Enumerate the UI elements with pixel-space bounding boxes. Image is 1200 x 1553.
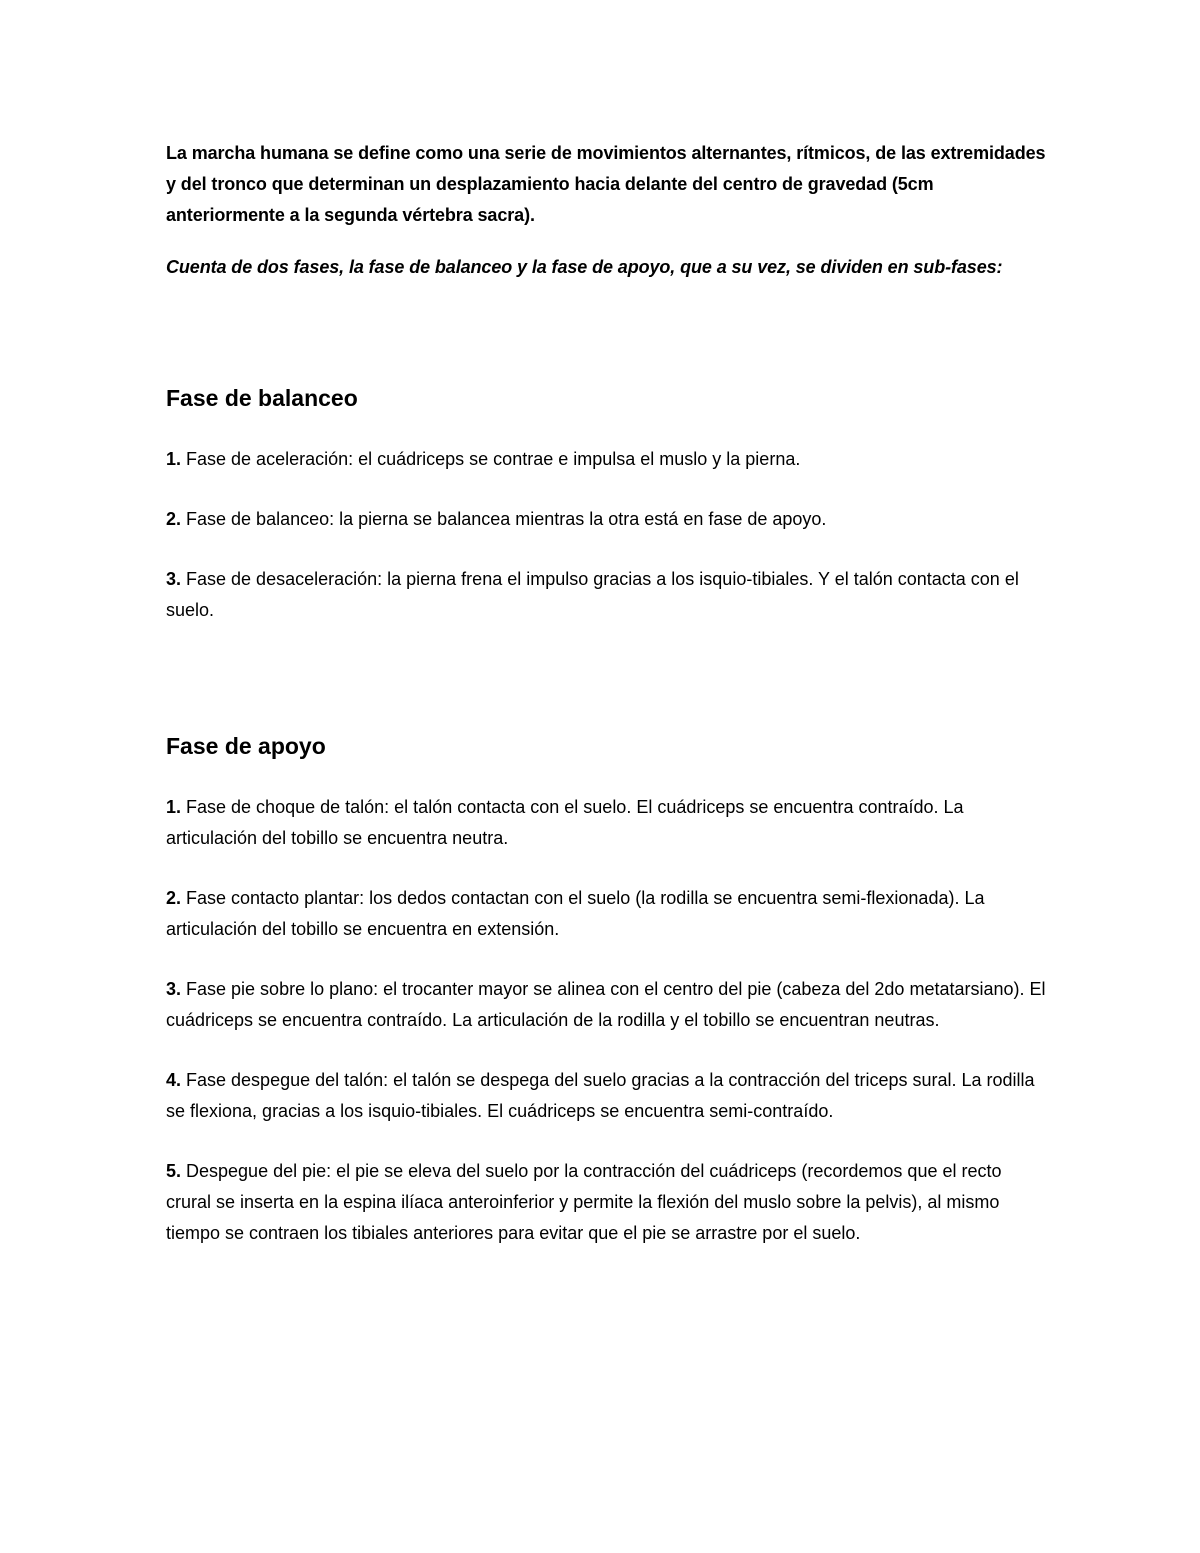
list-item	[166, 883, 1046, 945]
list-item-number: 1.	[166, 449, 182, 469]
list-item-number: 1.	[166, 797, 182, 817]
heading-fase-de-balanceo: Fase de balanceo	[166, 385, 358, 411]
list-item	[166, 444, 1046, 475]
list-item-number: 2.	[166, 509, 182, 529]
list-item-number: 5.	[166, 1161, 182, 1181]
list-item-number: 3.	[166, 569, 182, 589]
list-item	[166, 974, 1046, 1036]
list-item	[166, 1156, 1046, 1249]
list-item-text: Fase pie sobre lo plano: el trocanter mayor se alinea con el centro del pie (cabeza del 2do metatarsiano). El cuádriceps se encuentra contraído. La articulación de la rodilla y el tobillo se encuentran neutras.	[166, 979, 1046, 1030]
list-item-text: Fase despegue del talón: el talón se despega del suelo gracias a la contracción del triceps sural. La rodilla se flexiona, gracias a los isquio-tibiales. El cuádriceps se encuentra semi-contraído.	[166, 1070, 1035, 1121]
list-item-text: Fase de choque de talón: el talón contacta con el suelo. El cuádriceps se encuentra contraído. La articulación del tobillo se encuentra neutra.	[166, 797, 964, 848]
intro-subphases-note: Cuenta de dos fases, la fase de balanceo y la fase de apoyo, que a su vez, se dividen en sub-fases:	[166, 257, 1003, 277]
list-item-text: Fase de desaceleración: la pierna frena el impulso gracias a los isquio-tibiales. Y el talón contacta con el suelo.	[166, 569, 1019, 620]
intro-paragraph: La marcha humana se define como una serie de movimientos alternantes, rítmicos, de las extremidades y del tronco que determinan un desplazamiento hacia delante del centro de gravedad (5cm anteriormente a la segunda vértebra sacra).	[166, 143, 1046, 225]
list-item-text: Fase de balanceo: la pierna se balancea mientras la otra está en fase de apoyo.	[181, 509, 827, 529]
list-item	[166, 504, 1046, 535]
list-item	[166, 564, 1046, 626]
list-item-number: 3.	[166, 979, 182, 999]
list-item-number: 4.	[166, 1070, 182, 1090]
list-item	[166, 792, 1046, 854]
list-item-text: Fase contacto plantar: los dedos contactan con el suelo (la rodilla se encuentra semi-flexionada). La articulación del tobillo se encuentra en extensión.	[166, 888, 985, 939]
list-item	[166, 1065, 1046, 1127]
list-item-text: Despegue del pie: el pie se eleva del suelo por la contracción del cuádriceps (recordemos que el recto crural se inserta en la espina ilíaca anteroinferior y permite la flexión del muslo sobre la pelvis), al mismo tiempo se contraen los tibiales anteriores para evitar que el pie se arrastre por el suelo.	[166, 1161, 1002, 1243]
list-item-number: 2.	[166, 888, 182, 908]
list-item-text: Fase de aceleración: el cuádriceps se contrae e impulsa el muslo y la pierna.	[181, 449, 801, 469]
document-page	[166, 138, 1046, 1249]
heading-fase-de-apoyo: Fase de apoyo	[166, 733, 326, 759]
